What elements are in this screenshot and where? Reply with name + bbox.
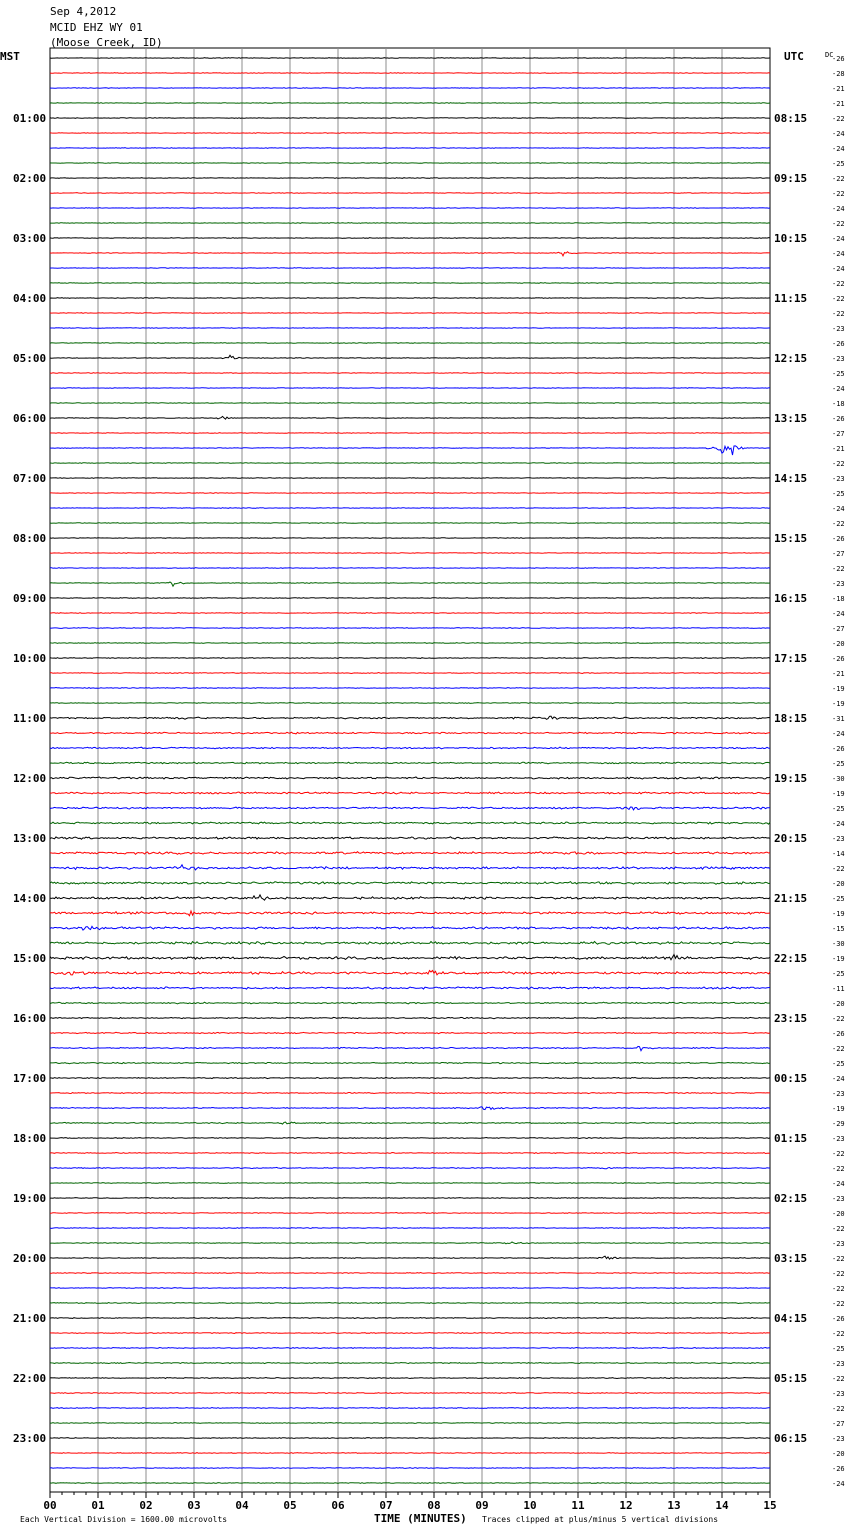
utc-hour-label: 16:15 bbox=[774, 592, 808, 605]
dc-offset-label: -22 bbox=[832, 1225, 845, 1233]
location-label: (Moose Creek, ID) bbox=[50, 36, 163, 49]
seismic-trace bbox=[50, 433, 770, 434]
seismic-trace bbox=[50, 1347, 770, 1348]
utc-hour-label: 20:15 bbox=[774, 832, 808, 845]
seismic-trace bbox=[50, 703, 770, 704]
dc-offset-label: -29 bbox=[832, 1120, 845, 1128]
mst-hour-label: 02:00 bbox=[13, 172, 47, 185]
mst-hour-label: 21:00 bbox=[13, 1312, 47, 1325]
dc-offset-label: -23 bbox=[832, 1360, 845, 1368]
x-tick-label: 07 bbox=[379, 1499, 393, 1512]
x-tick-label: 02 bbox=[139, 1499, 153, 1512]
seismic-trace bbox=[50, 163, 770, 164]
seismic-trace bbox=[50, 478, 770, 479]
utc-hour-label: 08:15 bbox=[774, 112, 808, 125]
mst-hour-label: 20:00 bbox=[13, 1252, 47, 1265]
seismic-trace bbox=[50, 73, 770, 74]
seismic-trace bbox=[50, 1423, 770, 1424]
mst-hour-label: 07:00 bbox=[13, 472, 47, 485]
utc-hour-label: 01:15 bbox=[774, 1132, 808, 1145]
utc-hour-label: 11:15 bbox=[774, 292, 808, 305]
trace-layer bbox=[50, 58, 770, 1484]
seismic-trace bbox=[50, 223, 770, 224]
seismic-trace bbox=[50, 1242, 770, 1244]
seismic-trace bbox=[50, 193, 770, 194]
mst-hour-label: 05:00 bbox=[13, 352, 47, 365]
seismic-trace bbox=[50, 673, 770, 674]
mst-hour-label: 23:00 bbox=[13, 1432, 47, 1445]
dc-offset-label: -22 bbox=[832, 295, 845, 303]
dc-offset-label: -26 bbox=[832, 1030, 845, 1038]
seismic-trace bbox=[50, 987, 770, 989]
utc-hour-label: 23:15 bbox=[774, 1012, 808, 1025]
dc-offset-label: -22 bbox=[832, 1255, 845, 1263]
dc-offset-label: -20 bbox=[832, 1450, 845, 1458]
date-label: Sep 4,2012 bbox=[50, 5, 117, 18]
utc-hour-label: 13:15 bbox=[774, 412, 808, 425]
seismic-trace bbox=[50, 628, 770, 629]
dc-offset-label: -24 bbox=[832, 205, 845, 213]
seismic-trace bbox=[50, 493, 770, 494]
seismic-trace bbox=[50, 1438, 770, 1439]
x-tick-label: 10 bbox=[523, 1499, 537, 1512]
mst-hour-label: 18:00 bbox=[13, 1132, 47, 1145]
dc-offset-label: -25 bbox=[832, 760, 845, 768]
utc-hour-label: 22:15 bbox=[774, 952, 808, 965]
seismic-trace bbox=[50, 643, 770, 644]
mst-hour-label: 14:00 bbox=[13, 892, 47, 905]
mst-hour-label: 10:00 bbox=[13, 652, 47, 665]
seismic-trace bbox=[50, 1107, 770, 1110]
seismic-trace bbox=[50, 792, 770, 794]
seismic-trace bbox=[50, 1122, 770, 1124]
seismic-trace bbox=[50, 1288, 770, 1289]
seismic-trace bbox=[50, 911, 770, 916]
mst-hour-label: 11:00 bbox=[13, 712, 47, 725]
dc-offset-label: -19 bbox=[832, 790, 845, 798]
dc-offset-label: -18 bbox=[832, 400, 845, 408]
dc-offset-label: -22 bbox=[832, 1045, 845, 1053]
dc-offset-label: -23 bbox=[832, 835, 845, 843]
dc-offset-label: -23 bbox=[832, 1240, 845, 1248]
seismic-trace bbox=[50, 553, 770, 554]
utc-hour-label: 05:15 bbox=[774, 1372, 808, 1385]
seismic-trace bbox=[50, 403, 770, 404]
seismic-trace bbox=[50, 373, 770, 374]
seismic-trace bbox=[50, 1362, 770, 1363]
utc-hour-label: 10:15 bbox=[774, 232, 808, 245]
seismic-trace bbox=[50, 268, 770, 269]
dc-offset-label: -26 bbox=[832, 1465, 845, 1473]
seismic-trace bbox=[50, 252, 770, 256]
seismic-trace bbox=[50, 1046, 770, 1050]
dc-offset-label: -30 bbox=[832, 940, 845, 948]
axis-labels bbox=[0, 50, 845, 1512]
dc-offset-label: -19 bbox=[832, 955, 845, 963]
mst-axis-label: MST bbox=[0, 50, 20, 63]
utc-hour-label: 21:15 bbox=[774, 892, 808, 905]
x-tick-label: 11 bbox=[571, 1499, 585, 1512]
dc-offset-label: -22 bbox=[832, 1015, 845, 1023]
mst-hour-label: 03:00 bbox=[13, 232, 47, 245]
dc-offset-label: -24 bbox=[832, 130, 845, 138]
dc-offset-label: -25 bbox=[832, 160, 845, 168]
seismic-trace bbox=[50, 716, 770, 719]
dc-offset-label: -24 bbox=[832, 1180, 845, 1188]
dc-offset-label: -22 bbox=[832, 220, 845, 228]
dc-offset-label: -19 bbox=[832, 685, 845, 693]
dc-offset-label: -22 bbox=[832, 1165, 845, 1173]
dc-offset-label: -27 bbox=[832, 430, 845, 438]
seismic-trace bbox=[50, 208, 770, 209]
seismic-trace bbox=[50, 463, 770, 464]
seismic-trace bbox=[50, 1183, 770, 1184]
seismic-trace bbox=[50, 777, 770, 779]
utc-axis-label: UTC bbox=[784, 50, 804, 63]
seismic-trace bbox=[50, 1032, 770, 1033]
dc-offset-label: -24 bbox=[832, 1480, 845, 1488]
grid bbox=[50, 48, 770, 1498]
seismic-trace bbox=[50, 1378, 770, 1379]
dc-offset-label: -24 bbox=[832, 145, 845, 153]
utc-hour-label: 17:15 bbox=[774, 652, 808, 665]
dc-offset-label: -26 bbox=[832, 415, 845, 423]
seismic-trace bbox=[50, 568, 770, 569]
seismic-trace bbox=[50, 238, 770, 239]
dc-offset-label: -23 bbox=[832, 580, 845, 588]
dc-offset-label: -23 bbox=[832, 475, 845, 483]
dc-offset-label: -21 bbox=[832, 445, 845, 453]
dc-offset-label: -23 bbox=[832, 325, 845, 333]
dc-offset-label: -26 bbox=[832, 1315, 845, 1323]
dc-offset-label: -22 bbox=[832, 1300, 845, 1308]
seismic-trace bbox=[50, 388, 770, 389]
dc-offset-label: -23 bbox=[832, 1390, 845, 1398]
utc-hour-label: 02:15 bbox=[774, 1192, 808, 1205]
dc-offset-label: -19 bbox=[832, 910, 845, 918]
seismic-trace bbox=[50, 178, 770, 179]
x-tick-label: 08 bbox=[427, 1499, 441, 1512]
seismic-trace bbox=[50, 747, 770, 749]
x-tick-label: 00 bbox=[43, 1499, 57, 1512]
utc-hour-label: 18:15 bbox=[774, 712, 808, 725]
dc-offset-label: -20 bbox=[832, 880, 845, 888]
seismic-trace bbox=[50, 283, 770, 284]
dc-offset-label: -25 bbox=[832, 1060, 845, 1068]
mst-hour-label: 19:00 bbox=[13, 1192, 47, 1205]
seismic-trace bbox=[50, 148, 770, 149]
seismic-trace bbox=[50, 313, 770, 314]
mst-hour-label: 09:00 bbox=[13, 592, 47, 605]
mst-hour-label: 16:00 bbox=[13, 1012, 47, 1025]
scale-note: Each Vertical Division = 1600.00 microvolts bbox=[20, 1515, 228, 1524]
seismic-trace bbox=[50, 133, 770, 134]
dc-offset-label: -23 bbox=[832, 355, 845, 363]
seismic-trace bbox=[50, 822, 770, 824]
seismic-trace bbox=[50, 865, 770, 870]
dc-offset-label: -23 bbox=[832, 1435, 845, 1443]
seismic-trace bbox=[50, 1062, 770, 1063]
dc-offset-label: -20 bbox=[832, 1210, 845, 1218]
seismic-trace bbox=[50, 658, 770, 659]
utc-hour-label: 00:15 bbox=[774, 1072, 808, 1085]
utc-hour-label: 04:15 bbox=[774, 1312, 808, 1325]
dc-offset-label: -22 bbox=[832, 520, 845, 528]
clip-note: Traces clipped at plus/minus 5 vertical divisions bbox=[482, 1515, 719, 1524]
dc-offset-label: -24 bbox=[832, 385, 845, 393]
dc-offset-label: -28 bbox=[832, 70, 845, 78]
seismic-trace bbox=[50, 1483, 770, 1484]
dc-offset-label: -25 bbox=[832, 490, 845, 498]
dc-offset-label: -27 bbox=[832, 550, 845, 558]
mst-hour-label: 13:00 bbox=[13, 832, 47, 845]
dc-offset-label: -23 bbox=[832, 1195, 845, 1203]
dc-offset-label: -26 bbox=[832, 745, 845, 753]
x-tick-label: 03 bbox=[187, 1499, 201, 1512]
seismic-trace bbox=[50, 88, 770, 89]
dc-offset-label: -22 bbox=[832, 1270, 845, 1278]
dc-offset-label: -27 bbox=[832, 1420, 845, 1428]
seismic-trace bbox=[50, 508, 770, 509]
dc-offset-label: -22 bbox=[832, 565, 845, 573]
dc-offset-label: -27 bbox=[832, 625, 845, 633]
dc-offset-label: -26 bbox=[832, 340, 845, 348]
dc-offset-label: -25 bbox=[832, 970, 845, 978]
dc-offset-label: -22 bbox=[832, 1285, 845, 1293]
dc-offset-label: -22 bbox=[832, 460, 845, 468]
seismic-trace bbox=[50, 688, 770, 689]
dc-axis-label: DC bbox=[825, 51, 834, 59]
seismic-trace bbox=[50, 1153, 770, 1154]
dc-offset-label: -22 bbox=[832, 190, 845, 198]
dc-offset-label: -24 bbox=[832, 505, 845, 513]
x-tick-label: 15 bbox=[763, 1499, 777, 1512]
dc-offset-label: -23 bbox=[832, 1135, 845, 1143]
dc-offset-label: -21 bbox=[832, 100, 845, 108]
seismic-trace bbox=[50, 1408, 770, 1409]
dc-offset-label: -22 bbox=[832, 1150, 845, 1158]
seismic-trace bbox=[50, 1167, 770, 1168]
mst-hour-label: 17:00 bbox=[13, 1072, 47, 1085]
dc-offset-label: -18 bbox=[832, 595, 845, 603]
seismic-trace bbox=[50, 762, 770, 764]
utc-hour-label: 03:15 bbox=[774, 1252, 808, 1265]
seismic-trace bbox=[50, 582, 770, 586]
x-tick-label: 12 bbox=[619, 1499, 633, 1512]
dc-offset-label: -26 bbox=[832, 55, 845, 63]
seismic-trace bbox=[50, 1453, 770, 1454]
dc-offset-label: -21 bbox=[832, 670, 845, 678]
dc-offset-label: -21 bbox=[832, 85, 845, 93]
seismic-trace bbox=[50, 837, 770, 839]
utc-hour-label: 06:15 bbox=[774, 1432, 808, 1445]
seismic-trace bbox=[50, 942, 770, 945]
dc-offset-label: -22 bbox=[832, 115, 845, 123]
dc-offset-label: -20 bbox=[832, 640, 845, 648]
dc-offset-label: -24 bbox=[832, 265, 845, 273]
seismic-trace bbox=[50, 1273, 770, 1274]
mst-hour-label: 12:00 bbox=[13, 772, 47, 785]
seismic-trace bbox=[50, 732, 770, 734]
seismic-trace bbox=[50, 807, 770, 810]
seismic-trace bbox=[50, 103, 770, 104]
dc-offset-label: -22 bbox=[832, 1330, 845, 1338]
dc-offset-label: -15 bbox=[832, 925, 845, 933]
x-tick-label: 06 bbox=[331, 1499, 345, 1512]
seismic-trace bbox=[50, 613, 770, 614]
seismic-trace bbox=[50, 1317, 770, 1318]
x-tick-label: 04 bbox=[235, 1499, 249, 1512]
seismic-trace bbox=[50, 1198, 770, 1199]
seismic-trace bbox=[50, 598, 770, 599]
dc-offset-label: -26 bbox=[832, 535, 845, 543]
utc-hour-label: 09:15 bbox=[774, 172, 808, 185]
seismic-trace bbox=[50, 1303, 770, 1304]
seismic-trace bbox=[50, 328, 770, 329]
dc-offset-label: -24 bbox=[832, 610, 845, 618]
seismic-trace bbox=[50, 1213, 770, 1214]
dc-offset-label: -14 bbox=[832, 850, 845, 858]
dc-offset-label: -22 bbox=[832, 310, 845, 318]
x-tick-label: 13 bbox=[667, 1499, 681, 1512]
dc-offset-label: -22 bbox=[832, 280, 845, 288]
seismic-trace bbox=[50, 955, 770, 960]
station-label: MCID EHZ WY 01 bbox=[50, 21, 143, 34]
x-tick-label: 01 bbox=[91, 1499, 105, 1512]
dc-offset-label: -24 bbox=[832, 250, 845, 258]
mst-hour-label: 08:00 bbox=[13, 532, 47, 545]
seismic-trace bbox=[50, 416, 770, 419]
seismic-trace bbox=[50, 1468, 770, 1469]
seismic-trace bbox=[50, 58, 770, 59]
dc-offset-label: -23 bbox=[832, 1090, 845, 1098]
mst-hour-label: 22:00 bbox=[13, 1372, 47, 1385]
dc-offset-label: -22 bbox=[832, 1375, 845, 1383]
utc-hour-label: 14:15 bbox=[774, 472, 808, 485]
seismic-trace bbox=[50, 1002, 770, 1004]
dc-offset-label: -20 bbox=[832, 1000, 845, 1008]
utc-hour-label: 19:15 bbox=[774, 772, 808, 785]
dc-offset-label: -25 bbox=[832, 1345, 845, 1353]
dc-offset-label: -30 bbox=[832, 775, 845, 783]
dc-offset-label: -25 bbox=[832, 370, 845, 378]
seismic-trace bbox=[50, 343, 770, 344]
dc-offset-label: -26 bbox=[832, 655, 845, 663]
utc-hour-label: 12:15 bbox=[774, 352, 808, 365]
seismic-trace bbox=[50, 1228, 770, 1229]
dc-offset-label: -25 bbox=[832, 805, 845, 813]
seismic-trace bbox=[50, 523, 770, 524]
seismic-trace bbox=[50, 1256, 770, 1259]
seismic-trace bbox=[50, 1077, 770, 1078]
seismic-trace bbox=[50, 852, 770, 855]
utc-hour-label: 15:15 bbox=[774, 532, 808, 545]
plot-frame bbox=[50, 48, 770, 1492]
seismic-trace bbox=[50, 926, 770, 930]
seismic-trace bbox=[50, 355, 770, 358]
seismic-trace bbox=[50, 1092, 770, 1093]
dc-offset-label: -24 bbox=[832, 820, 845, 828]
dc-offset-label: -24 bbox=[832, 1075, 845, 1083]
x-axis-title: TIME (MINUTES) bbox=[374, 1512, 467, 1525]
seismic-trace bbox=[50, 971, 770, 975]
mst-hour-label: 15:00 bbox=[13, 952, 47, 965]
mst-hour-label: 04:00 bbox=[13, 292, 47, 305]
seismic-trace bbox=[50, 298, 770, 299]
seismic-trace bbox=[50, 1333, 770, 1334]
dc-offset-label: -11 bbox=[832, 985, 845, 993]
x-tick-label: 05 bbox=[283, 1499, 297, 1512]
dc-offset-label: -19 bbox=[832, 1105, 845, 1113]
dc-offset-label: -22 bbox=[832, 175, 845, 183]
x-tick-label: 14 bbox=[715, 1499, 729, 1512]
seismic-trace bbox=[50, 882, 770, 885]
seismic-trace bbox=[50, 446, 770, 455]
seismic-trace bbox=[50, 1017, 770, 1018]
dc-offset-label: -31 bbox=[832, 715, 845, 723]
seismic-trace bbox=[50, 538, 770, 539]
dc-offset-label: -24 bbox=[832, 730, 845, 738]
dc-offset-label: -22 bbox=[832, 1405, 845, 1413]
x-tick-label: 09 bbox=[475, 1499, 489, 1512]
seismic-trace bbox=[50, 895, 770, 900]
dc-offset-label: -19 bbox=[832, 700, 845, 708]
dc-offset-label: -24 bbox=[832, 235, 845, 243]
seismic-trace bbox=[50, 118, 770, 119]
seismic-trace bbox=[50, 1138, 770, 1139]
seismic-trace bbox=[50, 1393, 770, 1394]
mst-hour-label: 06:00 bbox=[13, 412, 47, 425]
mst-hour-label: 01:00 bbox=[13, 112, 47, 125]
dc-offset-label: -25 bbox=[832, 895, 845, 903]
dc-offset-label: -22 bbox=[832, 865, 845, 873]
